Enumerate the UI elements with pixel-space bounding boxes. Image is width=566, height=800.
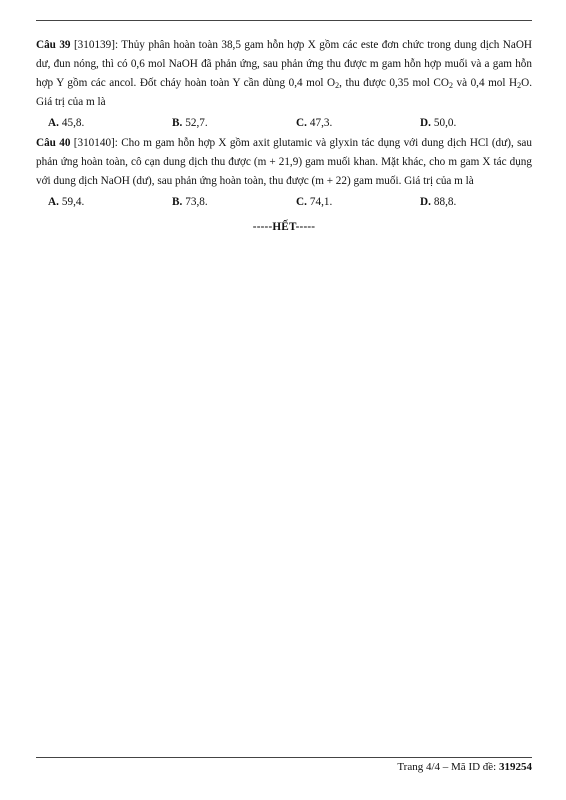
question-39-text-a: [310139]: Thủy phân hoàn toàn 38,5 gam hỗn hợp X gồm các este đơn chức trong dung dịch NaOH dư, đun nóng, thì có 0,6 mol NaOH đã phản ứng, sau phản ứng thu được m gam hỗn hợp muối và a gam hỗn hợp Y gồm các ancol. Đốt cháy hoàn toàn Y cần dùng 0,4 mol O: [36, 39, 532, 89]
end-marker: -----HẾT-----: [252, 221, 316, 233]
question-39: [36, 36, 532, 112]
option-a: [36, 193, 160, 211]
question-39-sub-a: 2: [335, 81, 340, 90]
question-39-text-b: , thu được 0,35 mol CO: [339, 77, 449, 89]
option-key: D.: [420, 196, 431, 208]
question-39-text-d: O. Giá trị của m là: [36, 77, 533, 108]
question-39-sub-c: 2: [517, 81, 522, 90]
header-rule: [36, 20, 532, 21]
question-39-sub-b: 2: [448, 81, 453, 90]
footer-prefix: Trang 4/4 – Mã ID đề:: [397, 761, 499, 773]
option-value: 45,8.: [61, 117, 85, 129]
option-key: A.: [48, 196, 59, 208]
option-c: [284, 193, 408, 211]
option-value: 50,0.: [433, 117, 457, 129]
option-b: [160, 193, 284, 211]
question-39-options: [36, 114, 532, 132]
option-a: [36, 114, 160, 132]
option-value: 59,4.: [61, 196, 85, 208]
page-footer: [397, 761, 532, 773]
option-value: 88,8.: [433, 196, 457, 208]
option-d: [408, 114, 532, 132]
option-value: 52,7.: [185, 117, 208, 129]
exam-code: 319254: [499, 761, 532, 773]
page-content: [36, 36, 532, 233]
option-value: 73,8.: [185, 196, 208, 208]
option-c: [284, 114, 408, 132]
option-d: [408, 193, 532, 211]
option-key: D.: [420, 117, 431, 129]
question-40-text: [310140]: Cho m gam hỗn hợp X gồm axit glutamic và glyxin tác dụng với dung dịch HCl (dư), sau phản ứng hoàn toàn, cô cạn dung dịch thu được (m + 21,9) gam muối khan. Mặt khác, cho m gam X tác dụng với dung dịch NaOH (dư), sau phản ứng hoàn toàn, thu được (m + 22) gam muối. Giá trị của m là: [36, 137, 532, 187]
question-40-label: Câu 40: [36, 137, 71, 149]
option-key: C.: [296, 117, 307, 129]
question-39-text-c: và 0,4 mol H: [452, 77, 518, 89]
option-b: [160, 114, 284, 132]
question-39-label: Câu 39: [36, 39, 71, 51]
footer-rule: [36, 757, 532, 758]
option-key: A.: [48, 117, 59, 129]
option-key: B.: [172, 117, 183, 129]
option-value: 74,1.: [309, 196, 333, 208]
question-40-options: [36, 193, 532, 211]
question-40: [36, 134, 532, 191]
option-key: B.: [172, 196, 183, 208]
option-key: C.: [296, 196, 307, 208]
option-value: 47,3.: [309, 117, 333, 129]
